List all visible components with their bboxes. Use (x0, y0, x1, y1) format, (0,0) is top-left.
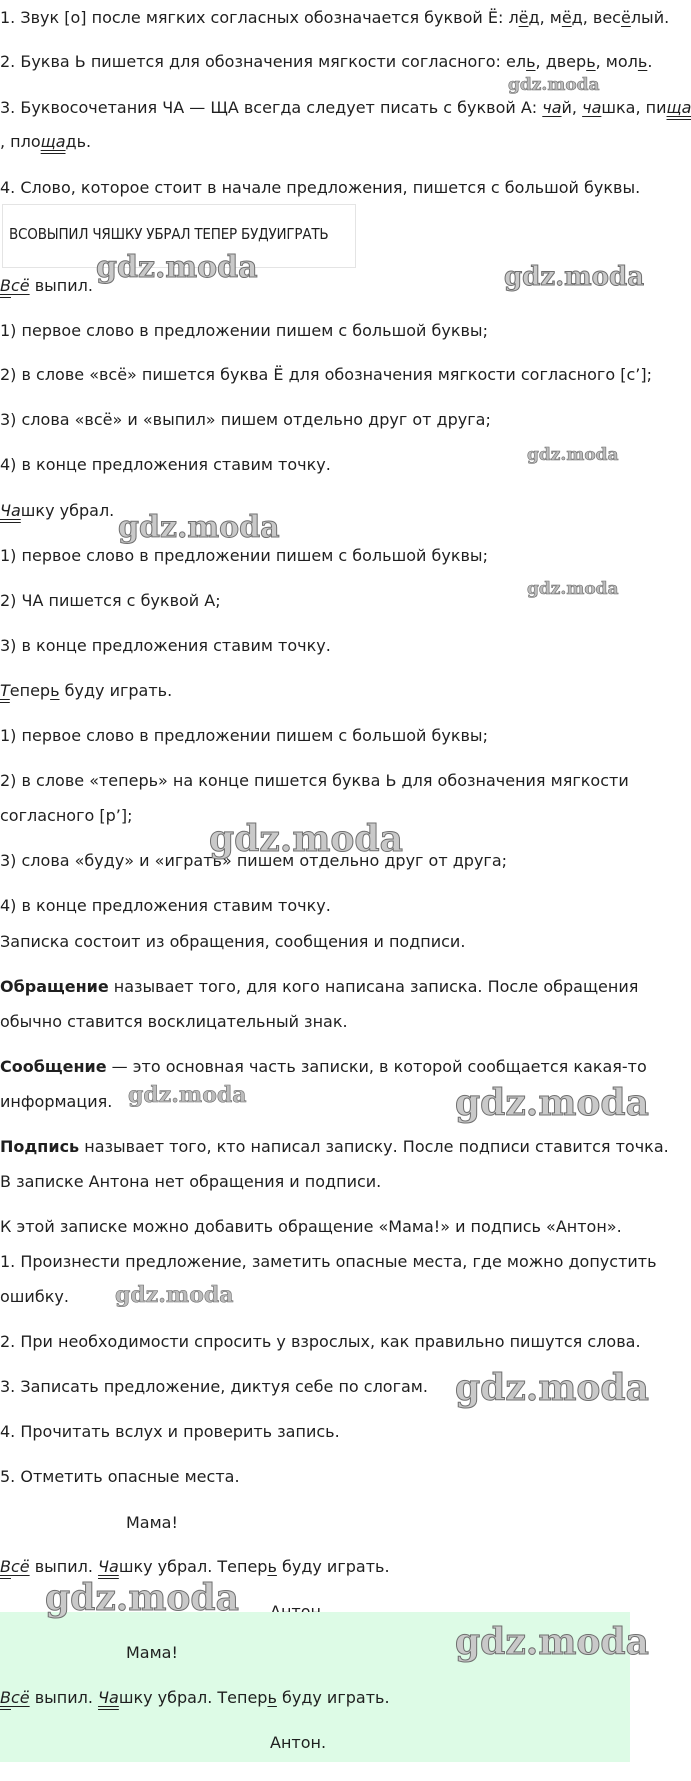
watermark-logo: gdz.moda (455, 1367, 649, 1409)
rule-2: 2. Буква Ь пишется для обозначения мягкости согласного: ель, дверь, моль. (0, 52, 653, 71)
note-greeting: Мама! (126, 1513, 178, 1532)
step-4: 4. Прочитать вслух и проверить запись. (0, 1422, 340, 1441)
watermark-logo: gdz.moda (504, 262, 645, 292)
watermark-logo: gdz.moda (527, 445, 619, 465)
highlighted-signature: Антон. (270, 1733, 327, 1752)
highlighted-greeting: Мама! (126, 1643, 178, 1662)
s2-point-2: 2) ЧА пишется с буквой А; (0, 591, 221, 610)
obrashchenie-line-1: Обращение называет того, для кого написана записка. После обращения (0, 977, 639, 996)
s3-point-2: 2) в слове «теперь» на конце пишется буква Ь для обозначения мягкости (0, 771, 629, 790)
step-3: 3. Записать предложение, диктуя себе по слогам. (0, 1377, 428, 1396)
watermark-logo: gdz.moda (96, 250, 258, 285)
s3-point-1: 1) первое слово в предложении пишем с большой буквы; (0, 726, 488, 745)
s1-point-1: 1) первое слово в предложении пишем с большой буквы; (0, 321, 488, 340)
s2-point-1: 1) первое слово в предложении пишем с большой буквы; (0, 546, 488, 565)
rule-3-line-2: , площадь. (0, 132, 92, 151)
watermark-logo: gdz.moda (45, 1577, 239, 1619)
watermark-logo: gdz.moda (508, 75, 600, 95)
s3-point-3: 3) слова «буду» и «играть» пишем отдельно друг от друга; (0, 851, 508, 870)
watermark-logo: gdz.moda (128, 1082, 247, 1108)
boxed-original-text: ВСОВЫПИЛ ЧЯШКУ УБРАЛ ТЕПЕР БУДУИГРАТЬ (2, 204, 356, 268)
note-body: Всё выпил. Чашку убрал. Теперь буду играть. (0, 1557, 390, 1576)
s3-point-4: 4) в конце предложения ставим точку. (0, 896, 331, 915)
watermark-logo: gdz.moda (115, 1282, 234, 1308)
sentence-2: Чашку убрал. (0, 501, 115, 520)
s1-point-3: 3) слова «всё» и «выпил» пишем отдельно друг от друга; (0, 410, 491, 429)
step-1-cont: ошибку. (0, 1287, 69, 1306)
watermark-logo: gdz.moda (118, 510, 280, 545)
soobshchenie-line-2: информация. (0, 1092, 113, 1111)
step-5: 5. Отметить опасные места. (0, 1467, 240, 1486)
add-line: К этой записке можно добавить обращение «Мама!» и подпись «Антон». (0, 1217, 622, 1236)
s1-point-4: 4) в конце предложения ставим точку. (0, 455, 331, 474)
sentence-3: Теперь буду играть. (0, 681, 173, 700)
watermark-logo: gdz.moda (455, 1082, 649, 1124)
s3-point-2-cont: согласного [р’]; (0, 806, 133, 825)
soobshchenie-line-1: Сообщение — это основная часть записки, в которой сообщается какая-то (0, 1057, 647, 1076)
rule-3: 3. Буквосочетания ЧА — ЩА всегда следует писать с буквой А: чай, чашка, пища (0, 98, 691, 117)
obrashchenie-line-2: обычно ставится восклицательный знак. (0, 1012, 348, 1031)
rule-1: 1. Звук [о] после мягких согласных обозначается буквой Ё: лёд, мёд, весёлый. (0, 8, 670, 27)
watermark-logo: gdz.moda (209, 818, 403, 860)
s2-point-3: 3) в конце предложения ставим точку. (0, 636, 331, 655)
sentence-1: Всё выпил. (0, 276, 93, 295)
highlighted-body: Всё выпил. Чашку убрал. Теперь буду играть. (0, 1688, 390, 1707)
podpis-line: Подпись называет того, кто написал записку. После подписи ставится точка. (0, 1137, 669, 1156)
s1-point-2: 2) в слове «всё» пишется буква Ё для обозначения мягкости согласного [с’]; (0, 365, 652, 384)
note-intro: Записка состоит из обращения, сообщения и подписи. (0, 932, 466, 951)
rule-4: 4. Слово, которое стоит в начале предложения, пишется с большой буквы. (0, 178, 641, 197)
watermark-logo: gdz.moda (527, 579, 619, 599)
step-1: 1. Произнести предложение, заметить опасные места, где можно допустить (0, 1252, 657, 1271)
anton-missing: В записке Антона нет обращения и подписи. (0, 1172, 382, 1191)
step-2: 2. При необходимости спросить у взрослых, как правильно пишутся слова. (0, 1332, 641, 1351)
watermark-logo: gdz.moda (455, 1621, 649, 1663)
